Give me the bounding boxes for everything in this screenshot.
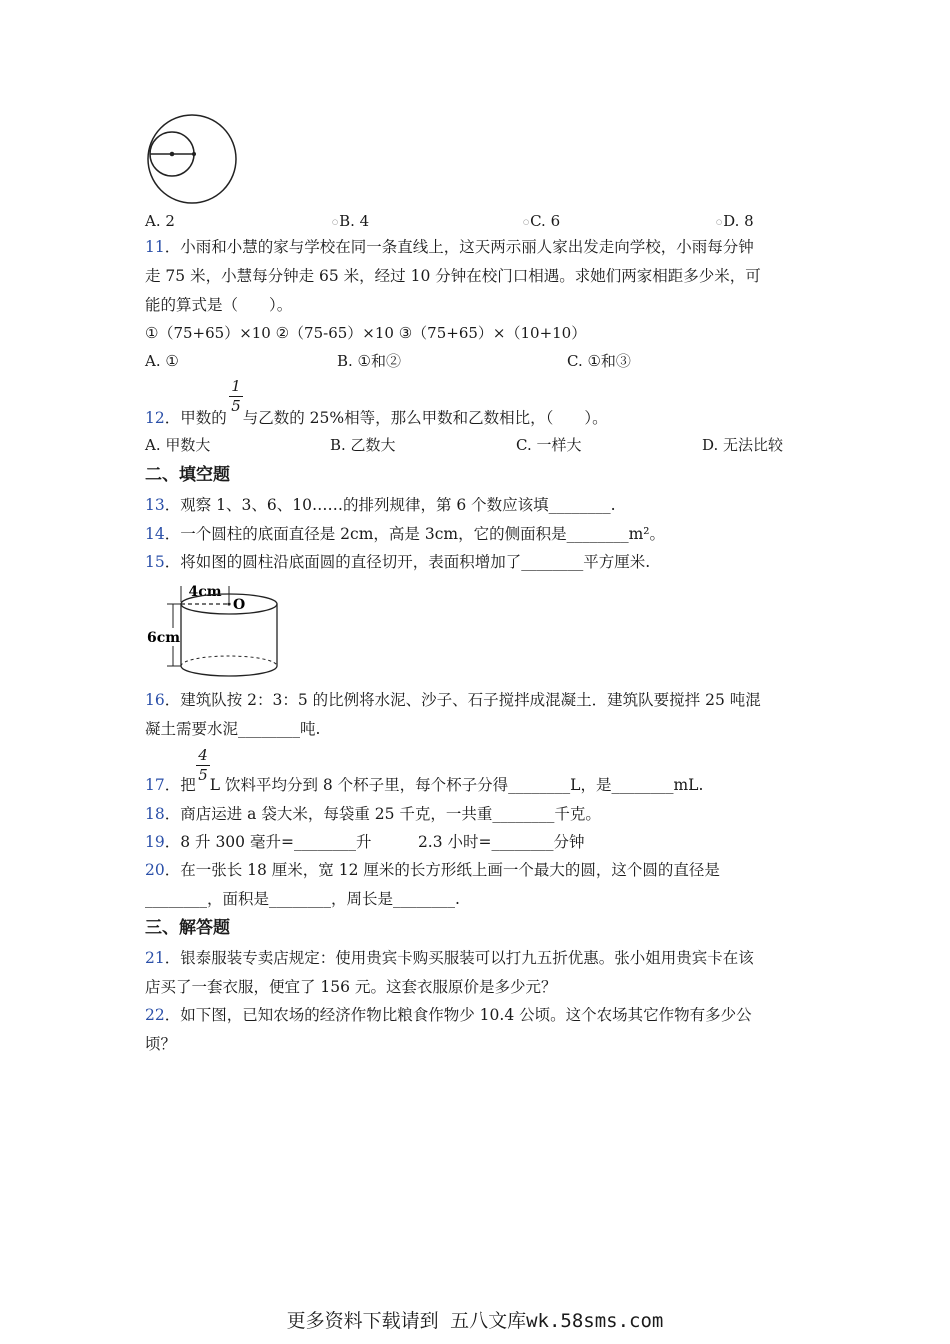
fraction-denominator: 5 — [231, 397, 241, 415]
q12-option-c: C. 一样大 — [516, 436, 582, 454]
q22-line1: 22．如下图，已知农场的经济作物比粮食作物少 10.4 公顷。这个农场其它作物有多少公 — [145, 1006, 752, 1024]
q17-line: 17．把 L 饮料平均分到 8 个杯子里，每个杯子分得________L，是________mL. — [145, 776, 704, 794]
q11-option-a: A. ① — [145, 352, 179, 370]
cylinder-side-label: 6cm — [147, 630, 181, 646]
q20-line2: ________，面积是________，周长是________. — [145, 890, 460, 908]
q15-line: 15．将如图的圆柱沿底面圆的直径切开，表面积增加了________平方厘米. — [145, 553, 651, 571]
q11-line2: 走 75 米，小慧每分钟走 65 米，经过 10 分钟在校门口相遇。求她们两家相距多少米，可 — [145, 267, 761, 285]
q14-line: 14．一个圆柱的底面直径是 2cm，高是 3cm，它的侧面积是________m²。 — [145, 525, 665, 543]
q12-option-b: B. 乙数大 — [330, 436, 396, 454]
q13-line: 13．观察 1、3、6、10……的排列规律，第 6 个数应该填________. — [145, 496, 616, 514]
q21-line2: 店买了一套衣服，便宜了 156 元。这套衣服原价是多少元？ — [145, 978, 557, 996]
circles-figure — [140, 112, 245, 207]
q21-line1: 21．银泰服装专卖店规定：使用贵宾卡购买服装可以打九五折优惠。张小姐用贵宾卡在该 — [145, 949, 754, 967]
q16-line2: 凝土需要水泥________吨. — [145, 720, 321, 738]
q10-option-c: ○C. 6 — [523, 212, 561, 230]
q10-option-d: ○D. 8 — [716, 212, 754, 230]
cylinder-top-label: 4cm — [188, 584, 222, 600]
q12-line: 12．甲数的 与乙数的 25%相等，那么甲数和乙数相比，（ ）。 — [145, 409, 608, 427]
fraction-denominator: 5 — [198, 766, 208, 784]
cylinder-figure — [145, 580, 305, 680]
q12-option-a: A. 甲数大 — [145, 436, 211, 454]
q10-option-b: ○B. 4 — [332, 212, 370, 230]
q11-line3: 能的算式是（ ）。 — [145, 296, 293, 314]
q11-option-c: C. ①和③ — [567, 352, 631, 370]
q10-option-a: A. 2 — [145, 212, 175, 230]
q18-line: 18．商店运进 a 袋大米，每袋重 25 千克，一共重________千克。 — [145, 805, 601, 823]
section-heading-solve: 三、解答题 — [145, 918, 230, 938]
q16-line1: 16．建筑队按 2：3：5 的比例将水泥、沙子、石子搅拌成混凝土．建筑队要搅拌 25 吨混 — [145, 691, 761, 709]
q11-line1: 11．小雨和小慧的家与学校在同一条直线上，这天两示丽人家出发走向学校，小雨每分钟 — [145, 238, 754, 256]
q11-option-b: B. ①和② — [337, 352, 402, 370]
section-heading-fill-blank: 二、填空题 — [145, 465, 230, 485]
fraction-numerator: 1 — [231, 377, 241, 395]
footer-download-link[interactable]: 更多资料下载请到 五八文库wk.58sms.com — [286, 1310, 664, 1332]
cylinder-center-label: O — [233, 597, 246, 613]
q19-line: 19．8 升 300 毫升=________升 2.3 小时=________分钟 — [145, 833, 585, 851]
q12-option-d: D. 无法比较 — [702, 436, 784, 454]
fraction-numerator: 4 — [198, 746, 208, 764]
q20-line1: 20．在一张长 18 厘米，宽 12 厘米的长方形纸上画一个最大的圆，这个圆的直径是 — [145, 861, 720, 879]
q11-formulas: ①（75+65）×10 ②（75-65）×10 ③（75+65）×（10+10） — [145, 324, 587, 342]
q22-line2: 顷？ — [145, 1035, 177, 1053]
